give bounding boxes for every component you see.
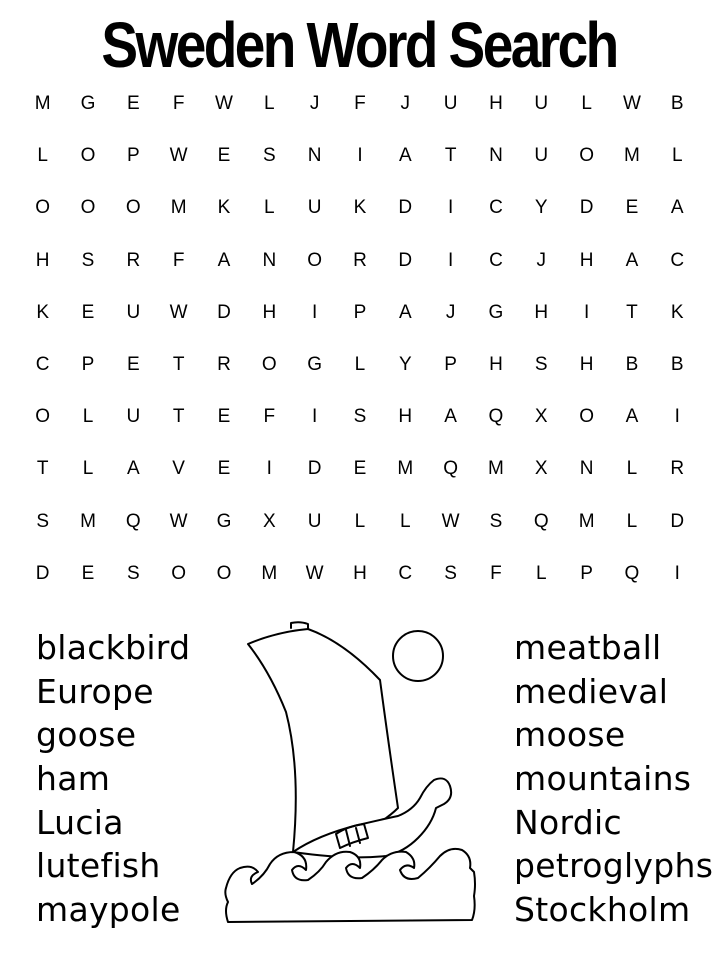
grid-letter[interactable]: S xyxy=(489,510,503,532)
grid-letter[interactable]: I xyxy=(447,197,454,219)
grid-letter[interactable]: L xyxy=(671,145,683,167)
grid-letter[interactable]: U xyxy=(307,510,322,532)
grid-letter[interactable]: P xyxy=(444,354,457,376)
grid-letter[interactable]: D xyxy=(307,458,322,480)
grid-letter[interactable]: O xyxy=(80,145,96,167)
grid-row xyxy=(20,496,700,548)
grid-letter[interactable]: T xyxy=(626,301,638,323)
grid-letter[interactable]: X xyxy=(534,458,548,480)
grid-letter[interactable]: D xyxy=(398,197,413,219)
grid-letter[interactable]: P xyxy=(580,562,593,584)
grid-letter[interactable]: B xyxy=(670,93,684,115)
grid-letter[interactable]: W xyxy=(215,93,233,115)
grid-letter[interactable]: O xyxy=(125,197,141,219)
grid-letter[interactable]: P xyxy=(353,301,367,323)
grid-row xyxy=(20,391,700,443)
grid-letter[interactable]: E xyxy=(81,562,95,584)
grid-letter[interactable]: L xyxy=(354,510,366,532)
grid-letter[interactable]: I xyxy=(674,562,680,584)
word-list-item: Europe xyxy=(36,671,154,711)
grid-letter[interactable]: O xyxy=(307,249,323,271)
grid-letter[interactable]: V xyxy=(172,458,185,480)
grid-letter[interactable]: R xyxy=(126,249,141,271)
grid-letter[interactable]: F xyxy=(263,406,276,428)
grid-letter[interactable]: W xyxy=(305,562,324,584)
grid-row xyxy=(20,130,700,182)
grid-letter[interactable]: J xyxy=(309,93,320,115)
grid-letter[interactable]: G xyxy=(488,301,504,323)
grid-letter[interactable]: L xyxy=(400,510,411,532)
grid-letter[interactable]: S xyxy=(81,249,95,271)
grid-letter[interactable]: F xyxy=(172,93,185,115)
grid-letter[interactable]: A xyxy=(625,406,639,428)
grid-letter[interactable]: B xyxy=(670,354,684,376)
grid-letter[interactable]: A xyxy=(398,145,412,167)
grid-letter[interactable]: H xyxy=(262,301,277,323)
grid-letter[interactable]: C xyxy=(489,249,503,271)
grid-letter[interactable]: E xyxy=(625,197,639,219)
grid-letter[interactable]: K xyxy=(36,301,49,323)
grid-letter[interactable]: C xyxy=(398,562,413,584)
grid-letter[interactable]: A xyxy=(444,406,457,428)
word-list-item: meatball xyxy=(514,628,662,667)
grid-letter[interactable]: I xyxy=(447,249,454,271)
word-list-item: Lucia xyxy=(36,802,124,842)
grid-letter[interactable]: I xyxy=(311,301,318,323)
grid-letter[interactable]: B xyxy=(625,354,639,376)
grid-letter[interactable]: O xyxy=(35,197,51,219)
grid-letter[interactable]: H xyxy=(353,562,367,584)
grid-letter[interactable]: D xyxy=(217,301,231,323)
grid-letter[interactable]: M xyxy=(170,197,187,219)
grid-letter[interactable]: U xyxy=(126,301,141,323)
grid-letter[interactable]: O xyxy=(261,354,277,376)
grid-letter[interactable]: L xyxy=(37,145,48,167)
grid-letter[interactable]: K xyxy=(353,197,367,219)
grid-letter[interactable]: K xyxy=(217,197,231,219)
grid-letter[interactable]: Q xyxy=(624,562,640,584)
grid-row xyxy=(20,235,700,287)
page-title: Sweden Word Search xyxy=(101,9,617,81)
grid-row xyxy=(20,287,700,339)
grid-letter[interactable]: H xyxy=(398,406,413,428)
grid-letter[interactable]: M xyxy=(261,562,278,584)
grid-letter[interactable]: F xyxy=(490,562,502,584)
sun-icon xyxy=(393,631,443,681)
grid-row xyxy=(20,182,700,234)
grid-letter[interactable]: H xyxy=(579,249,594,271)
grid-letter[interactable]: H xyxy=(489,93,503,115)
word-list-item: maypole xyxy=(36,890,181,930)
grid-letter[interactable]: N xyxy=(489,145,503,167)
grid-letter[interactable]: Q xyxy=(533,510,549,532)
grid-letter[interactable]: A xyxy=(398,301,412,323)
grid-letter[interactable]: S xyxy=(36,510,49,532)
grid-letter[interactable]: O xyxy=(35,406,51,428)
grid-letter[interactable]: H xyxy=(489,354,503,376)
grid-letter[interactable]: M xyxy=(624,145,640,167)
grid-letter[interactable]: T xyxy=(172,406,185,428)
grid-letter[interactable]: W xyxy=(441,510,460,532)
grid-letter[interactable]: I xyxy=(357,145,363,167)
word-list-left xyxy=(36,626,190,932)
grid-letter[interactable]: H xyxy=(579,354,594,376)
grid-letter[interactable]: C xyxy=(489,197,503,219)
grid-letter[interactable]: L xyxy=(626,510,638,532)
sail-icon xyxy=(248,629,398,852)
grid-letter[interactable]: R xyxy=(217,354,231,376)
grid-letter[interactable]: L xyxy=(535,562,547,584)
word-list-item: ham xyxy=(36,759,111,799)
viking-ship-icon xyxy=(218,620,488,930)
grid-letter[interactable]: D xyxy=(398,249,413,271)
grid-letter[interactable]: C xyxy=(670,249,685,271)
grid-letter[interactable]: Q xyxy=(488,406,504,428)
grid-letter[interactable]: L xyxy=(354,354,366,376)
word-list-item: goose xyxy=(36,715,137,755)
grid-letter[interactable]: E xyxy=(353,458,367,480)
grid-letter[interactable]: N xyxy=(262,249,277,271)
grid-letter[interactable]: E xyxy=(217,458,231,480)
grid-letter[interactable]: S xyxy=(353,406,367,428)
word-list-item: medieval xyxy=(514,671,669,711)
grid-letter[interactable]: N xyxy=(307,145,322,167)
grid-letter[interactable]: A xyxy=(126,458,140,480)
grid-letter[interactable]: O xyxy=(171,562,187,584)
grid-letter[interactable]: Y xyxy=(398,354,412,376)
grid-letter[interactable]: T xyxy=(36,458,49,480)
grid-letter[interactable]: W xyxy=(169,510,188,532)
grid-letter[interactable]: W xyxy=(169,145,188,167)
grid-letter[interactable]: M xyxy=(397,458,414,480)
grid-letter[interactable]: C xyxy=(35,354,50,376)
grid-letter[interactable]: U xyxy=(534,145,549,167)
grid-letter[interactable]: G xyxy=(307,354,323,376)
mast-icon xyxy=(291,622,308,629)
waves-icon xyxy=(225,849,475,922)
grid-letter[interactable]: D xyxy=(670,510,685,532)
grid-letter[interactable]: N xyxy=(579,458,594,480)
grid-letter[interactable]: I xyxy=(583,301,590,323)
grid-letter[interactable]: T xyxy=(172,354,185,376)
grid-letter[interactable]: O xyxy=(216,562,232,584)
grid-letter[interactable]: R xyxy=(353,249,367,271)
grid-letter[interactable]: A xyxy=(217,249,231,271)
grid-letter[interactable]: U xyxy=(443,93,458,115)
grid-letter[interactable]: U xyxy=(534,93,549,115)
grid-letter[interactable]: S xyxy=(262,145,276,167)
grid-letter[interactable]: U xyxy=(307,197,322,219)
grid-letter[interactable]: J xyxy=(445,301,456,323)
grid-letter[interactable]: Q xyxy=(125,510,141,532)
grid-letter[interactable]: E xyxy=(126,93,140,115)
word-list-item: moose xyxy=(514,715,626,755)
grid-letter[interactable]: O xyxy=(579,406,594,428)
grid-row xyxy=(20,443,700,495)
grid-letter[interactable]: T xyxy=(444,145,457,167)
grid-letter[interactable]: O xyxy=(579,145,594,167)
grid-letter[interactable]: Q xyxy=(443,458,458,480)
grid-letter[interactable]: S xyxy=(126,562,140,584)
grid-letter[interactable]: M xyxy=(488,458,504,480)
grid-letter[interactable]: M xyxy=(34,93,51,115)
grid-letter[interactable]: X xyxy=(262,510,276,532)
word-list-item: blackbird xyxy=(36,628,191,667)
grid-letter[interactable]: K xyxy=(670,301,684,323)
word-list-right xyxy=(514,626,713,932)
grid-letter[interactable]: I xyxy=(674,406,680,428)
grid-letter[interactable]: Y xyxy=(534,197,548,219)
grid-letter[interactable]: A xyxy=(625,249,639,271)
grid-letter[interactable]: I xyxy=(266,458,272,480)
grid-letter[interactable]: S xyxy=(534,354,548,376)
grid-letter[interactable]: W xyxy=(169,301,188,323)
grid-letter[interactable]: H xyxy=(35,249,50,271)
word-list-item: Stockholm xyxy=(514,890,691,930)
letter-grid xyxy=(20,78,700,600)
grid-row xyxy=(20,78,700,130)
grid-letter[interactable]: L xyxy=(626,458,638,480)
grid-row xyxy=(20,339,700,391)
grid-letter[interactable]: U xyxy=(126,406,141,428)
word-list-item: lutefish xyxy=(36,846,161,886)
grid-letter[interactable]: J xyxy=(536,249,547,271)
grid-letter[interactable]: G xyxy=(216,510,232,532)
grid-letter[interactable]: E xyxy=(81,301,95,323)
grid-letter[interactable]: H xyxy=(534,301,549,323)
grid-letter[interactable]: G xyxy=(80,93,96,115)
grid-letter[interactable]: L xyxy=(82,458,94,480)
word-list-item: petroglyphs xyxy=(514,846,714,886)
word-list-item: Nordic xyxy=(514,802,622,842)
grid-letter[interactable]: W xyxy=(622,93,641,115)
grid-letter[interactable]: O xyxy=(80,197,96,219)
grid-letter[interactable]: L xyxy=(264,93,275,115)
grid-letter[interactable]: S xyxy=(444,562,457,584)
grid-letter[interactable]: D xyxy=(35,562,50,584)
grid-letter[interactable]: E xyxy=(217,145,231,167)
grid-letter[interactable]: L xyxy=(581,93,592,115)
grid-letter[interactable]: P xyxy=(81,354,95,376)
grid-letter[interactable]: R xyxy=(670,458,685,480)
grid-letter[interactable]: P xyxy=(126,145,140,167)
grid-row xyxy=(20,548,700,600)
grid-letter[interactable]: A xyxy=(670,197,684,219)
grid-letter[interactable]: F xyxy=(354,93,366,115)
grid-letter[interactable]: D xyxy=(579,197,594,219)
grid-letter[interactable]: M xyxy=(578,510,595,532)
grid-letter[interactable]: X xyxy=(534,406,548,428)
grid-letter[interactable]: E xyxy=(126,354,140,376)
word-list-item: mountains xyxy=(514,759,692,799)
grid-letter[interactable]: J xyxy=(400,93,411,115)
grid-letter[interactable]: I xyxy=(311,406,318,428)
grid-letter[interactable]: L xyxy=(82,406,94,428)
grid-letter[interactable]: F xyxy=(172,249,185,271)
grid-letter[interactable]: M xyxy=(80,510,96,532)
grid-letter[interactable]: E xyxy=(217,406,231,428)
grid-letter[interactable]: L xyxy=(264,197,275,219)
